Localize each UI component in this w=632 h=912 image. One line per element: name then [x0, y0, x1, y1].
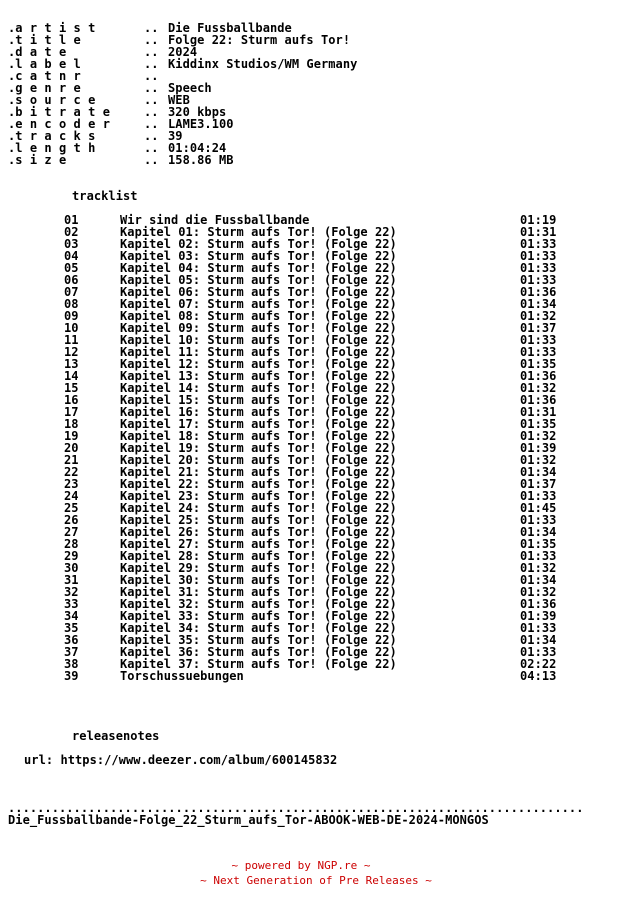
track-number: 29: [64, 549, 79, 563]
info-key: .d a t e: [8, 45, 67, 59]
track-title: Kapitel 15: Sturm aufs Tor! (Folge 22): [120, 393, 397, 407]
track-title: Kapitel 19: Sturm aufs Tor! (Folge 22): [120, 441, 397, 455]
info-key: .c a t n r: [8, 69, 81, 83]
info-row: [8, 34, 628, 46]
nfo-document: [8, 22, 628, 826]
track-duration: 01:32: [520, 453, 557, 467]
track-duration: 01:33: [520, 237, 557, 251]
track-duration: 01:33: [520, 621, 557, 635]
tracklist-heading-row: [8, 190, 628, 202]
track-duration: 01:33: [520, 513, 557, 527]
release-name: Die_Fussballbande-Folge_22_Sturm_aufs_Tor-ABOOK-WEB-DE-2024-MONGOS: [8, 813, 489, 827]
track-title: Kapitel 14: Sturm aufs Tor! (Folge 22): [120, 381, 397, 395]
info-value: 2024: [168, 45, 198, 59]
info-value: 39: [168, 129, 183, 143]
track-title: Kapitel 33: Sturm aufs Tor! (Folge 22): [120, 609, 397, 623]
track-duration: 01:32: [520, 429, 557, 443]
info-value: Speech: [168, 81, 212, 95]
track-title: Kapitel 32: Sturm aufs Tor! (Folge 22): [120, 597, 397, 611]
track-number: 06: [64, 273, 79, 287]
info-separator: ..: [144, 81, 159, 95]
release-url[interactable]: https://www.deezer.com/album/600145832: [60, 753, 338, 767]
track-duration: 01:31: [520, 405, 557, 419]
track-number: 25: [64, 501, 79, 515]
track-title: Kapitel 31: Sturm aufs Tor! (Folge 22): [120, 585, 397, 599]
track-number: 08: [64, 297, 79, 311]
url-row: [8, 754, 628, 766]
track-title: Kapitel 29: Sturm aufs Tor! (Folge 22): [120, 561, 397, 575]
track-duration: 01:32: [520, 381, 557, 395]
info-key: .g e n r e: [8, 81, 81, 95]
info-separator: ..: [144, 45, 159, 59]
release-info-block: [8, 22, 628, 166]
track-title: Kapitel 34: Sturm aufs Tor! (Folge 22): [120, 621, 397, 635]
dotted-rule: ...............................................................................: [8, 801, 584, 815]
releasenotes-heading: releasenotes: [72, 729, 160, 743]
info-separator: ..: [144, 153, 159, 167]
track-duration: 01:33: [520, 249, 557, 263]
track-number: 14: [64, 369, 79, 383]
track-duration: 01:36: [520, 393, 557, 407]
track-title: Kapitel 01: Sturm aufs Tor! (Folge 22): [120, 225, 397, 239]
track-duration: 01:32: [520, 561, 557, 575]
info-row: [8, 70, 628, 82]
info-key: .l e n g t h: [8, 141, 96, 155]
info-row: [8, 58, 628, 70]
track-title: Kapitel 09: Sturm aufs Tor! (Folge 22): [120, 321, 397, 335]
info-separator: ..: [144, 69, 159, 83]
track-title: Kapitel 04: Sturm aufs Tor! (Folge 22): [120, 261, 397, 275]
track-duration: 01:32: [520, 309, 557, 323]
info-value: WEB: [168, 93, 190, 107]
track-duration: 01:34: [520, 465, 557, 479]
track-title: Kapitel 13: Sturm aufs Tor! (Folge 22): [120, 369, 397, 383]
info-row: [8, 130, 628, 142]
info-key: .t r a c k s: [8, 129, 96, 143]
track-number: 35: [64, 621, 79, 635]
track-number: 10: [64, 321, 79, 335]
track-number: 01: [64, 213, 79, 227]
track-duration: 01:33: [520, 333, 557, 347]
track-duration: 01:36: [520, 597, 557, 611]
info-key: .l a b e l: [8, 57, 81, 71]
track-duration: 02:22: [520, 657, 557, 671]
track-duration: 01:33: [520, 549, 557, 563]
info-separator: ..: [144, 21, 159, 35]
track-duration: 01:33: [520, 273, 557, 287]
track-duration: 01:35: [520, 537, 557, 551]
track-title: Kapitel 02: Sturm aufs Tor! (Folge 22): [120, 237, 397, 251]
track-number: 34: [64, 609, 79, 623]
track-duration: 01:32: [520, 585, 557, 599]
info-value: Die Fussballbande: [168, 21, 292, 35]
track-title: Kapitel 37: Sturm aufs Tor! (Folge 22): [120, 657, 397, 671]
track-number: 07: [64, 285, 79, 299]
track-title: Kapitel 26: Sturm aufs Tor! (Folge 22): [120, 525, 397, 539]
track-duration: 01:45: [520, 501, 557, 515]
track-title: Kapitel 21: Sturm aufs Tor! (Folge 22): [120, 465, 397, 479]
url-label: url:: [24, 753, 54, 767]
track-title: Kapitel 24: Sturm aufs Tor! (Folge 22): [120, 501, 397, 515]
track-number: 12: [64, 345, 79, 359]
track-title: Kapitel 25: Sturm aufs Tor! (Folge 22): [120, 513, 397, 527]
info-separator: ..: [144, 93, 159, 107]
track-title: Kapitel 30: Sturm aufs Tor! (Folge 22): [120, 573, 397, 587]
track-title: Kapitel 20: Sturm aufs Tor! (Folge 22): [120, 453, 397, 467]
track-duration: 01:34: [520, 525, 557, 539]
track-number: 23: [64, 477, 79, 491]
track-title: Kapitel 18: Sturm aufs Tor! (Folge 22): [120, 429, 397, 443]
track-duration: 01:34: [520, 633, 557, 647]
track-title: Kapitel 07: Sturm aufs Tor! (Folge 22): [120, 297, 397, 311]
track-title: Kapitel 08: Sturm aufs Tor! (Folge 22): [120, 309, 397, 323]
track-title: Torschussuebungen: [120, 669, 244, 683]
track-title: Kapitel 17: Sturm aufs Tor! (Folge 22): [120, 417, 397, 431]
track-duration: 01:33: [520, 489, 557, 503]
track-number: 17: [64, 405, 79, 419]
info-row: [8, 82, 628, 94]
track-duration: 01:35: [520, 417, 557, 431]
track-number: 22: [64, 465, 79, 479]
track-number: 28: [64, 537, 79, 551]
track-title: Kapitel 22: Sturm aufs Tor! (Folge 22): [120, 477, 397, 491]
track-title: Kapitel 36: Sturm aufs Tor! (Folge 22): [120, 645, 397, 659]
track-number: 04: [64, 249, 79, 263]
track-number: 03: [64, 237, 79, 251]
track-title: Kapitel 23: Sturm aufs Tor! (Folge 22): [120, 489, 397, 503]
info-key: .b i t r a t e: [8, 105, 110, 119]
info-separator: ..: [144, 57, 159, 71]
track-number: 39: [64, 669, 79, 683]
info-key: .t i t l e: [8, 33, 81, 47]
info-separator: ..: [144, 141, 159, 155]
info-separator: ..: [144, 105, 159, 119]
track-number: 27: [64, 525, 79, 539]
info-row: [8, 154, 628, 166]
track-duration: 01:33: [520, 345, 557, 359]
info-value: 158.86 MB: [168, 153, 234, 167]
info-key: .s i z e: [8, 153, 67, 167]
track-number: 02: [64, 225, 79, 239]
track-number: 24: [64, 489, 79, 503]
track-duration: 01:39: [520, 441, 557, 455]
track-number: 18: [64, 417, 79, 431]
track-duration: 01:34: [520, 573, 557, 587]
track-title: Kapitel 12: Sturm aufs Tor! (Folge 22): [120, 357, 397, 371]
track-duration: 01:33: [520, 261, 557, 275]
track-number: 11: [64, 333, 79, 347]
track-title: Wir sind die Fussballbande: [120, 213, 310, 227]
track-title: Kapitel 28: Sturm aufs Tor! (Folge 22): [120, 549, 397, 563]
track-number: 38: [64, 657, 79, 671]
track-duration: 01:36: [520, 285, 557, 299]
track-number: 32: [64, 585, 79, 599]
info-key: .s o u r c e: [8, 93, 96, 107]
info-row: [8, 142, 628, 154]
track-title: Kapitel 10: Sturm aufs Tor! (Folge 22): [120, 333, 397, 347]
footer: [0, 858, 632, 888]
track-duration: 01:37: [520, 321, 557, 335]
info-row: [8, 118, 628, 130]
releasenotes-heading-row: [8, 730, 628, 742]
track-title: Kapitel 11: Sturm aufs Tor! (Folge 22): [120, 345, 397, 359]
track-title: Kapitel 03: Sturm aufs Tor! (Folge 22): [120, 249, 397, 263]
track-number: 13: [64, 357, 79, 371]
track-title: Kapitel 05: Sturm aufs Tor! (Folge 22): [120, 273, 397, 287]
info-value: Folge 22: Sturm aufs Tor!: [168, 33, 351, 47]
info-key: .e n c o d e r: [8, 117, 110, 131]
track-number: 30: [64, 561, 79, 575]
track-number: 05: [64, 261, 79, 275]
info-value: 01:04:24: [168, 141, 227, 155]
track-number: 15: [64, 381, 79, 395]
track-duration: 01:35: [520, 357, 557, 371]
track-duration: 01:19: [520, 213, 557, 227]
tracklist: [8, 214, 628, 682]
track-row: [8, 670, 628, 682]
track-number: 20: [64, 441, 79, 455]
track-number: 16: [64, 393, 79, 407]
tracklist-heading: tracklist: [72, 189, 138, 203]
track-duration: 01:31: [520, 225, 557, 239]
info-separator: ..: [144, 33, 159, 47]
info-key: .a r t i s t: [8, 21, 96, 35]
track-duration: 01:36: [520, 369, 557, 383]
track-duration: 01:33: [520, 645, 557, 659]
track-duration: 01:37: [520, 477, 557, 491]
info-value: Kiddinx Studios/WM Germany: [168, 57, 358, 71]
track-number: 33: [64, 597, 79, 611]
footer-tagline: ~ Next Generation of Pre Releases ~: [200, 874, 432, 887]
track-number: 31: [64, 573, 79, 587]
track-duration: 01:34: [520, 297, 557, 311]
track-number: 36: [64, 633, 79, 647]
info-value: 320 kbps: [168, 105, 227, 119]
track-title: Kapitel 16: Sturm aufs Tor! (Folge 22): [120, 405, 397, 419]
track-number: 37: [64, 645, 79, 659]
track-title: Kapitel 27: Sturm aufs Tor! (Folge 22): [120, 537, 397, 551]
footer-powered-by[interactable]: ~ powered by NGP.re ~: [231, 859, 371, 872]
track-number: 26: [64, 513, 79, 527]
track-title: Kapitel 06: Sturm aufs Tor! (Folge 22): [120, 285, 397, 299]
track-duration: 04:13: [520, 669, 557, 683]
track-number: 09: [64, 309, 79, 323]
track-number: 19: [64, 429, 79, 443]
track-title: Kapitel 35: Sturm aufs Tor! (Folge 22): [120, 633, 397, 647]
track-duration: 01:39: [520, 609, 557, 623]
track-number: 21: [64, 453, 79, 467]
info-separator: ..: [144, 129, 159, 143]
info-separator: ..: [144, 117, 159, 131]
info-value: LAME3.100: [168, 117, 234, 131]
